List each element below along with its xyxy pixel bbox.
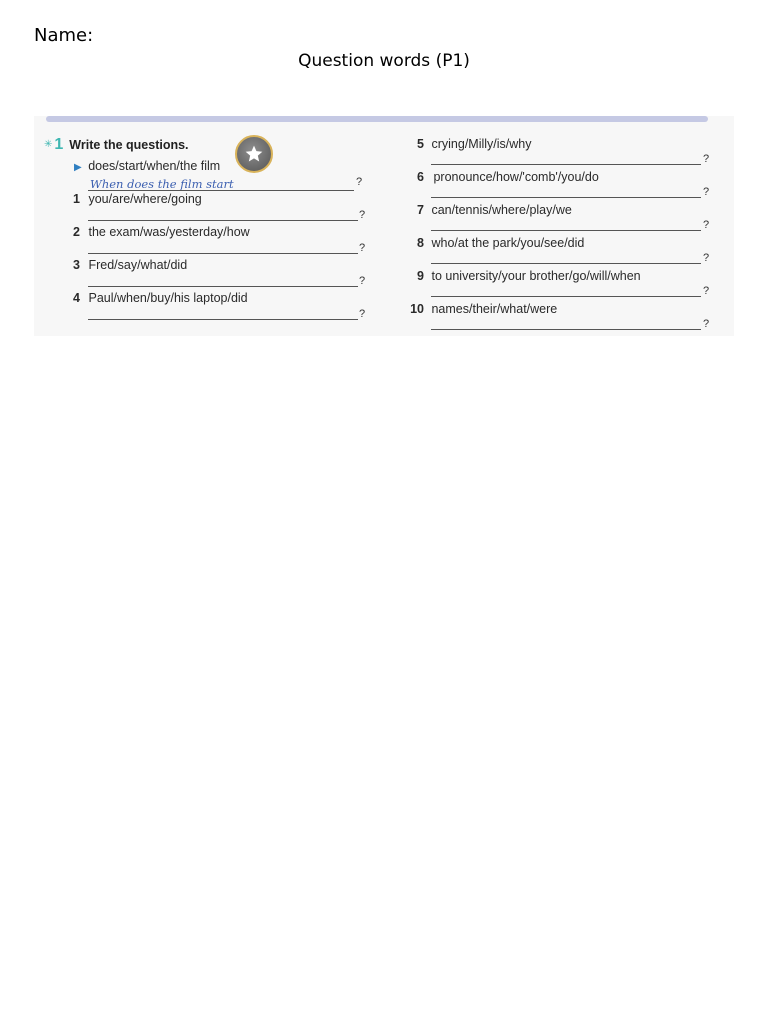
answer-line[interactable]: [431, 197, 701, 198]
question-item: [408, 269, 641, 283]
star-icon: [235, 135, 273, 173]
question-item: [70, 225, 250, 239]
question-mark: ?: [703, 252, 710, 264]
question-item: [70, 192, 202, 206]
question-number: 4: [73, 291, 80, 305]
question-item: [408, 137, 532, 151]
name-label: Name:: [34, 25, 94, 46]
question-item: [408, 170, 599, 184]
example-item: [74, 159, 220, 173]
question-number: 8: [417, 236, 424, 250]
question-mark: ?: [359, 275, 366, 287]
question-number: 1: [73, 192, 80, 206]
worksheet-image: [34, 116, 734, 336]
answer-line[interactable]: [88, 286, 358, 287]
question-prompt: you/are/where/going: [88, 192, 202, 206]
question-prompt: who/at the park/you/see/did: [431, 236, 585, 250]
exercise-heading: [44, 136, 189, 154]
question-prompt: the exam/was/yesterday/how: [88, 225, 250, 239]
question-mark: ?: [359, 209, 366, 221]
answer-line[interactable]: [431, 230, 701, 231]
question-mark: ?: [703, 285, 710, 297]
exercise-number: 1: [54, 136, 64, 153]
question-mark: ?: [359, 242, 366, 254]
question-item: [408, 302, 557, 316]
question-mark: ?: [703, 186, 710, 198]
question-prompt: can/tennis/where/play/we: [431, 203, 572, 217]
question-item: [70, 258, 187, 272]
exercise-title: Write the questions.: [69, 138, 189, 152]
question-item: [408, 236, 584, 250]
answer-line[interactable]: [88, 253, 358, 254]
question-number: 5: [417, 137, 424, 151]
answer-line[interactable]: [431, 296, 701, 297]
page-title: Question words (P1): [298, 51, 470, 71]
question-prompt: pronounce/how/'comb'/you/do: [433, 170, 599, 184]
triangle-right-icon: ▶: [74, 162, 82, 173]
question-mark: ?: [703, 318, 710, 330]
question-mark: ?: [359, 308, 366, 320]
top-divider-bar: [46, 116, 708, 122]
question-prompt: to university/your brother/go/will/when: [431, 269, 641, 283]
example-answer: When does the film start: [90, 177, 234, 191]
question-prompt: crying/Milly/is/why: [431, 137, 532, 151]
question-mark: ?: [703, 219, 710, 231]
answer-line[interactable]: [88, 220, 358, 221]
question-number: 9: [417, 269, 424, 283]
example-prompt: does/start/when/the film: [88, 159, 221, 173]
question-number: 2: [73, 225, 80, 239]
question-mark: ?: [356, 176, 363, 188]
question-prompt: Fred/say/what/did: [88, 258, 188, 272]
question-number: 7: [417, 203, 424, 217]
answer-line[interactable]: [431, 329, 701, 330]
answer-line[interactable]: [431, 263, 701, 264]
bullet-dot-icon: ✳: [44, 139, 53, 150]
answer-line[interactable]: [88, 319, 358, 320]
question-prompt: Paul/when/buy/his laptop/did: [88, 291, 248, 305]
question-number: 10: [410, 302, 424, 316]
question-prompt: names/their/what/were: [431, 302, 558, 316]
example-answer-line: [88, 190, 354, 191]
question-item: [70, 291, 248, 305]
question-number: 3: [73, 258, 80, 272]
answer-line[interactable]: [431, 164, 701, 165]
question-mark: ?: [703, 153, 710, 165]
question-item: [408, 203, 572, 217]
question-number: 6: [417, 170, 424, 184]
